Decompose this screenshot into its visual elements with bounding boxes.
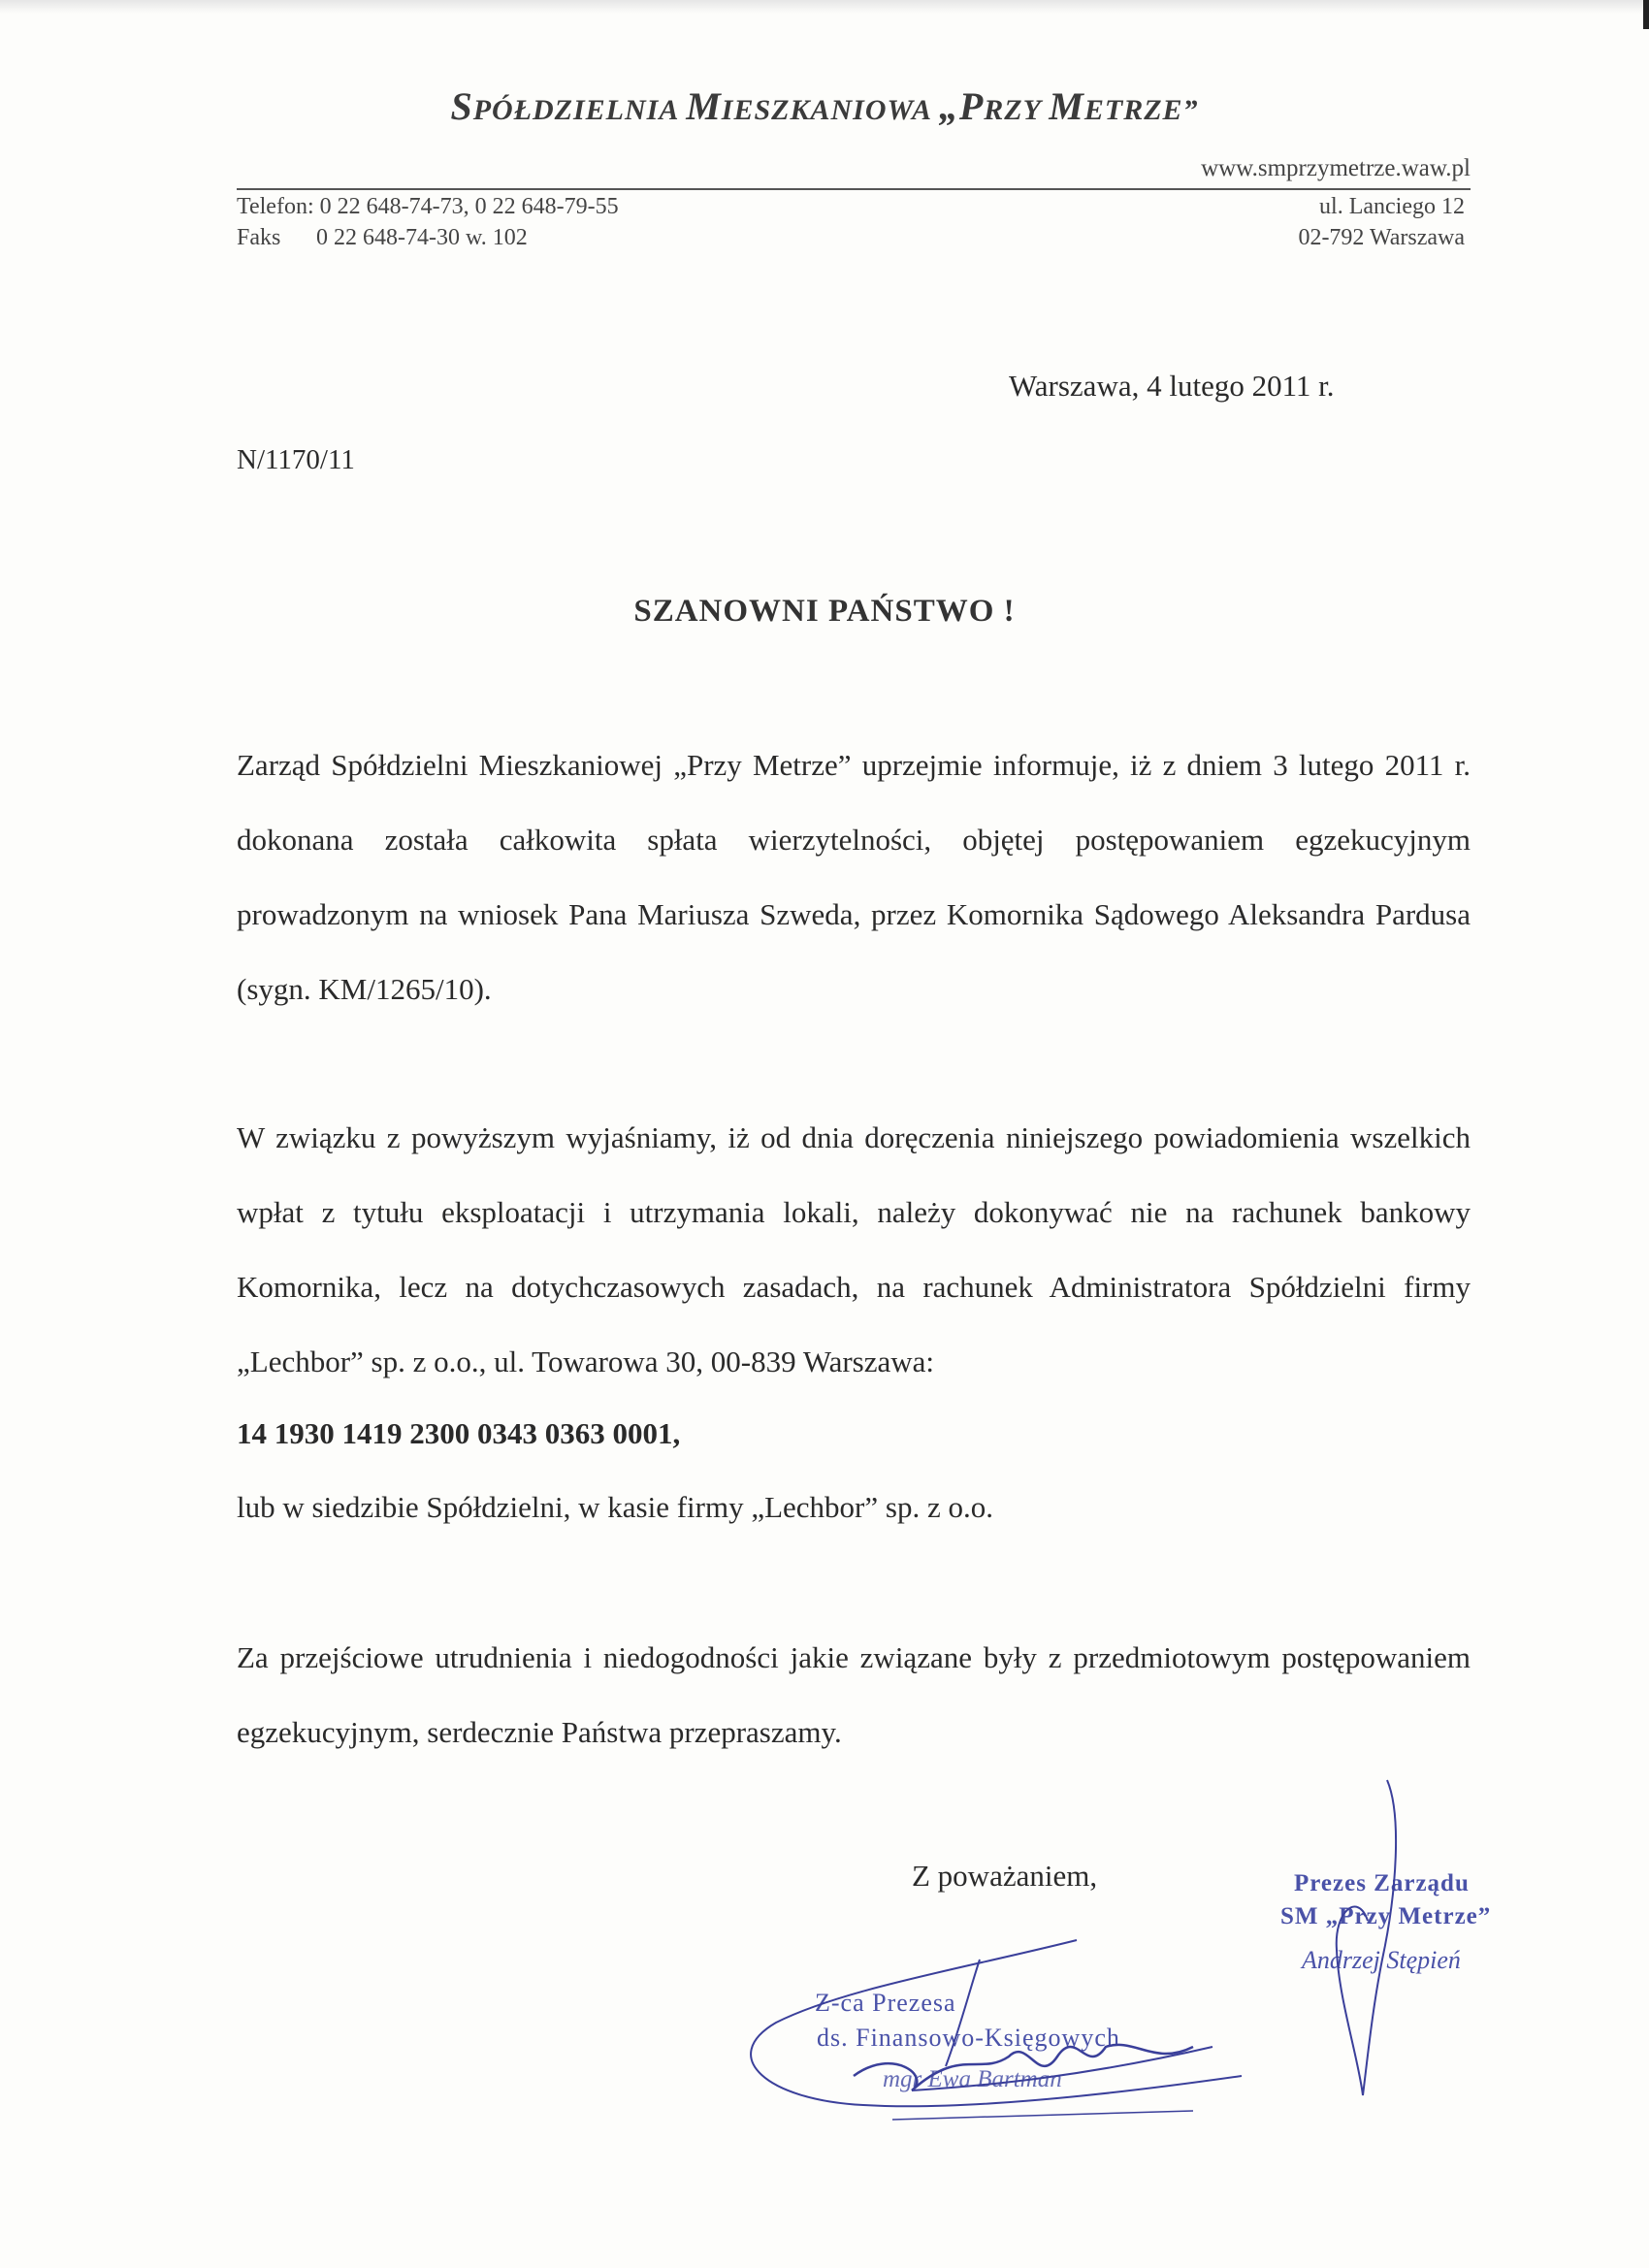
phone-numbers: Telefon: 0 22 648-74-73, 0 22 648-79-55 [237,194,619,219]
org-name-rest: ETRZE” [1083,94,1199,126]
fax-label: Faks [237,225,281,250]
paragraph-payment-instructions: W związku z powyższym wyjaśniamy, iż od dnia doręczenia niniejszego powiadomienia wszelkich wpłat z tytułu eksploatacji i utrzymania lokali, należy dokonywać nie na rachunek bankowy Komornika, lecz na dotychczasowych zasadach, na rachunek Administratora Spółdzielni firmy „Lechbor” sp. z o.o., ul. Towarowa 30, 00-839 Warszawa: [237,1120,1471,1378]
bank-account-number: 14 1930 1419 2300 0343 0363 0001, [237,1416,681,1450]
org-name-cap: M [686,84,722,128]
city-address: 02-792 Warszawa [1298,225,1465,250]
reference-number: N/1170/11 [237,444,355,475]
closing-phrase: Z poważaniem, [912,1859,1098,1893]
scan-edge [0,0,1649,14]
org-name-rest: RZY [984,94,1050,126]
website-link[interactable]: www.smprzymetrze.waw.pl [1201,155,1471,181]
stamp-left-name: mgr Ewa Bartman [883,2066,1062,2092]
salutation: SZANOWNI PAŃSTWO ! [633,594,1016,629]
signature-left [737,1930,1261,2124]
street-address: ul. Lanciego 12 [1319,194,1465,219]
paragraph-apology: Za przejściowe utrudnienia i niedogodności jakie związane były z przedmiotowym postępowaniem egzekucyjnym, serdecznie Państwa przepraszamy. [237,1640,1471,1749]
org-name-cap: M [1049,84,1084,128]
paragraph-payment-notice: Zarząd Spółdzielni Mieszkaniowej „Przy Metrze” uprzejmie informuje, iż z dniem 3 lutego 2011 r. dokonana została całkowita spłata wierzytelności, objętej postępowaniem egzekucyjnym prowadzonym na wniosek Pana Mariusza Szweda, przez Komornika Sądowego Aleksandra Pardusa (sygn. KM/1265/10). [237,748,1471,1006]
stamp-left-title: Z-ca Prezesa [815,1989,956,2017]
letter-date: Warszawa, 4 lutego 2011 r. [1009,369,1335,403]
fax-number [237,225,528,251]
stamp-right-title: Prezes Zarządu [1294,1870,1470,1896]
org-name-cap: „P [938,84,985,128]
cashier-note: lub w siedzibie Spółdzielni, w kasie firmy „Lechbor” sp. z o.o. [237,1490,993,1524]
scan-mark [1643,0,1649,29]
signature-right [1329,1775,1406,2105]
org-name-cap: S [450,84,473,128]
org-name-rest: IESZKANIOWA [721,94,939,126]
header-divider [237,188,1471,190]
stamp-right-org: SM „Przy Metrze” [1280,1903,1492,1929]
stamp-right-name: Andrzej Stępień [1302,1946,1461,1974]
fax-value: 0 22 648-74-30 w. 102 [316,225,528,250]
org-name-rest: PÓŁDZIELNIA [472,94,687,126]
stamp-left-dept: ds. Finansowo-Księgowych [817,2024,1120,2052]
organization-name [0,83,1649,129]
